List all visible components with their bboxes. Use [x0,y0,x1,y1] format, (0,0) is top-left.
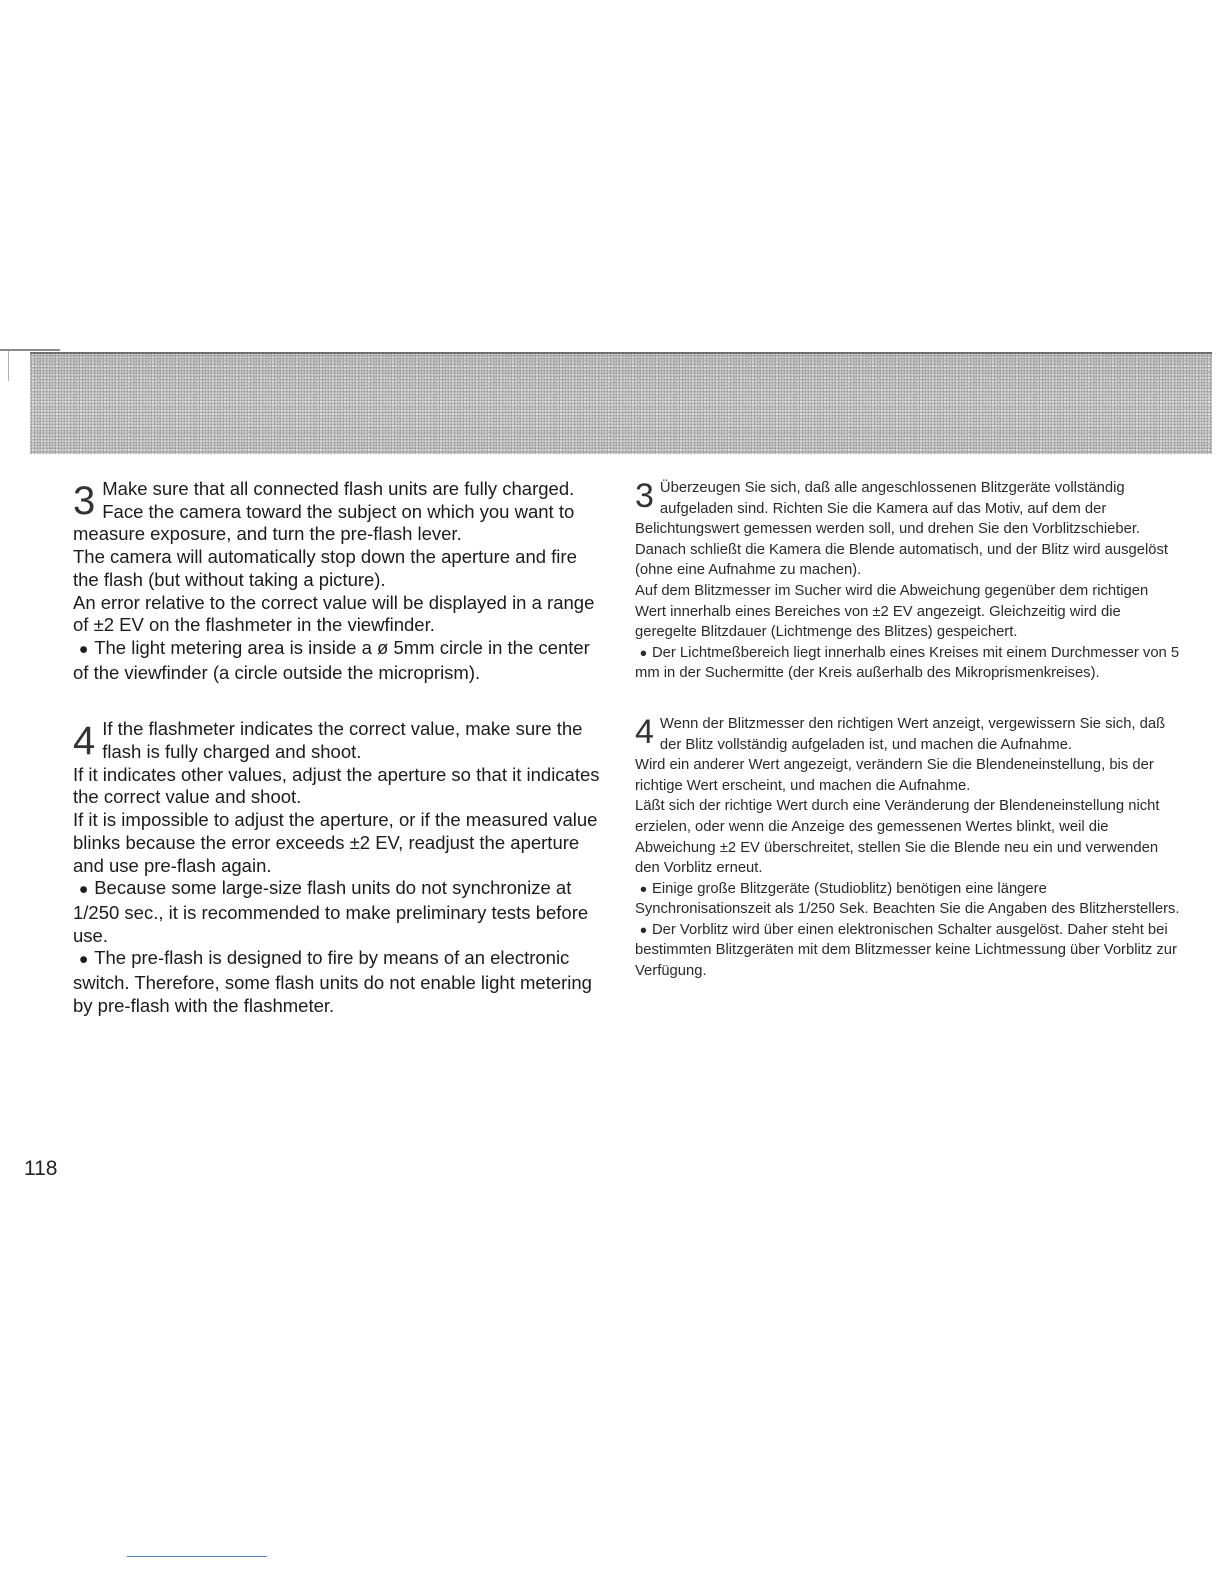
step-number: 3 [73,479,96,523]
paragraph: Wenn der Blitzmesser den richtigen Wert anzeigt, vergewissern Sie sich, daß der Blitz vollständig aufgeladen ist, und machen die Aufnahme. [659,715,1166,753]
paragraph: If it indicates other values, adjust the aperture so that it indicates the correct value and shoot. [73,763,600,808]
paragraph: Läßt sich der richtige Wert durch eine Veränderung der Blendeneinstellung nicht erzielen, oder wenn die Anzeige des gemessenen Wertes blinkt, weil die Abweichung ±2 EV überschreitet, stellen Sie die Blende neu ein und verwenden den Vorblitz erneut. [635,798,1160,877]
bullet-item: ● The pre-flash is designed to fire by means of an electronic switch. Therefore, some flash units do not enable light metering by pre-flash with the flashmeter. [73,947,603,1017]
paragraph: An error relative to the correct value will be displayed in a range of ±2 EV on the flashmeter in the viewfinder. [73,591,595,636]
paragraph: Wird ein anderer Wert angezeigt, verändern Sie die Blendeneinstellung, bis der richtige Wert erscheint, und machen die Aufnahme. [635,757,1154,794]
step-3-german [635,478,1180,684]
step-number: 3 [635,477,654,515]
english-column [73,478,603,1047]
bullet-item: ● Einige große Blitzgeräte (Studioblitz) benötigen eine längere Synchronisationszeit als 1/250 Sek. Beachten Sie die Angaben des Blitzherstellers. [635,879,1180,920]
header-banner [30,352,1212,454]
step-4-german [635,714,1180,982]
step-number: 4 [635,712,654,751]
paragraph: Make sure that all connected flash units are fully charged. Face the camera toward the subject on which you want to measure exposure, and turn the pre-flash lever. [73,478,575,545]
paragraph: Überzeugen Sie sich, daß alle angeschlossenen Blitzgeräte vollständig aufgeladen sind. Richten Sie die Kamera auf das Motiv, auf dem der Belichtungswert gemessen werden soll, und drehen Sie den Vorblitzschieber. Danach schließt die Kamera die Blende automatisch, und der Blitz wird ausgelöst (ohne eine Aufnahme zu machen). [635,480,1168,579]
bullet-item: ● Because some large-size flash units do not synchronize at 1/250 sec., it is recommended to make preliminary tests before use. [73,877,603,947]
bullet-item: ● The light metering area is inside a ø 5mm circle in the center of the viewfinder (a circle outside the microprism). [73,637,603,684]
page-number: 118 [24,1157,58,1180]
bullet-item: ● Der Vorblitz wird über einen elektronischen Schalter ausgelöst. Daher steht bei bestimmten Blitzgeräten mit dem Blitzmesser keine Lichtmessung über Vorblitz zur Verfügung. [635,920,1180,982]
step-3-english [73,478,603,684]
paragraph: If it is impossible to adjust the aperture, or if the measured value blinks because the error exceeds ±2 EV, readjust the aperture and use pre-flash again. [73,809,598,876]
bullet-item: ● Der Lichtmeßbereich liegt innerhalb eines Kreises mit einem Durchmesser von 5 mm in der Suchermitte (der Kreis außerhalb des Mikroprismenkreises). [635,643,1180,684]
footer-rule [127,1556,267,1557]
page-edge-mark [0,349,60,351]
step-4-english [73,718,603,1017]
paragraph: Auf dem Blitzmesser im Sucher wird die Abweichung gegenüber dem richtigen Wert innerhalb eines Bereiches von ±2 EV angezeigt. Gleichzeitig wird die geregelte Blitzdauer (Lichtmenge des Blitzes) gespeichert. [635,582,1149,641]
paragraph: The camera will automatically stop down the aperture and fire the flash (but without taking a picture). [73,546,577,590]
german-column [635,478,1180,1012]
page-edge-tick [8,351,9,381]
step-number: 4 [73,719,96,764]
paragraph: If the flashmeter indicates the correct value, make sure the flash is fully charged and shoot. [102,718,583,763]
